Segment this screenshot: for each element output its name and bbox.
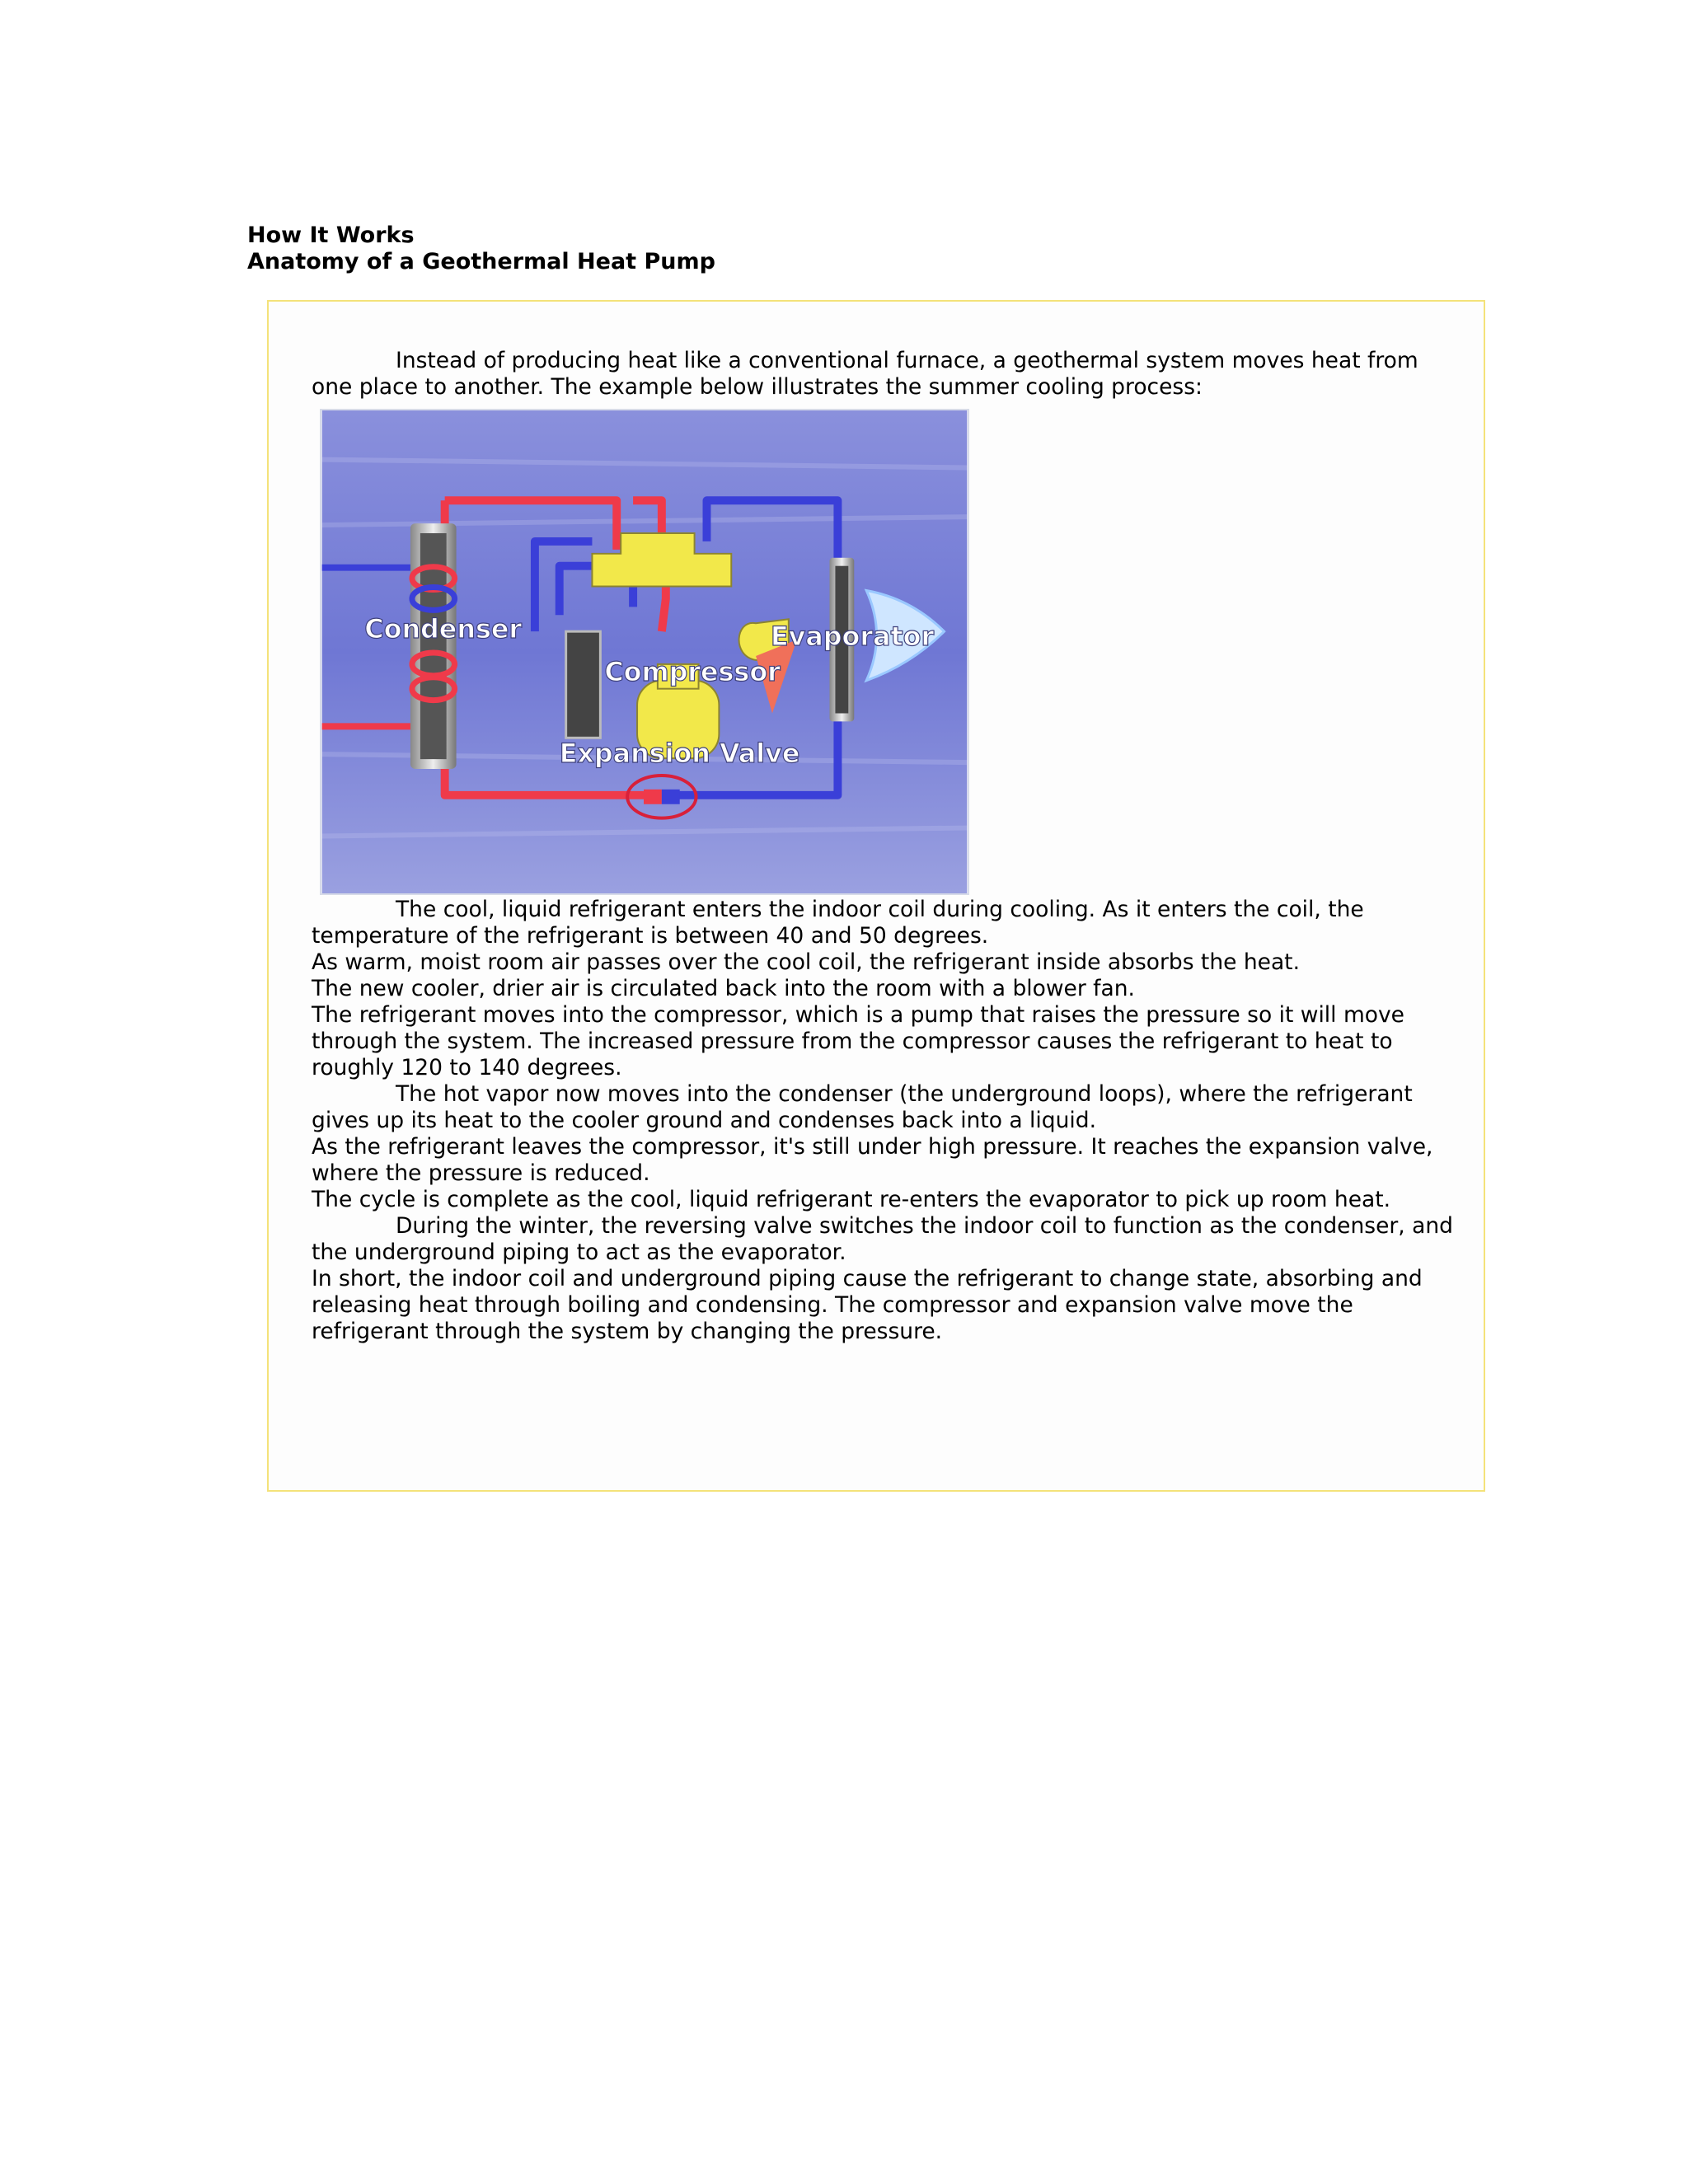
- page-title: How It Works: [247, 223, 415, 248]
- label-expansion-valve: Expansion Valve: [559, 739, 800, 770]
- label-evaporator: Evaporator: [770, 622, 935, 653]
- body-paragraph: As the refrigerant leaves the compressor, it's still under high pressure. It reaches the expansion valve, where the pressure is reduced.: [312, 1134, 1433, 1186]
- body-paragraph: The cool, liquid refrigerant enters the indoor coil during cooling. As it enters the coil, the temperature of the refrigerant is between 40 and 50 degrees.: [312, 897, 1364, 949]
- body-paragraph: In short, the indoor coil and underground piping cause the refrigerant to change state, absorbing and releasing heat through boiling and condensing. The compressor and expansion valve move the refrigerant through the system by changing the pressure.: [312, 1266, 1423, 1344]
- body-paragraph: The new cooler, drier air is circulated back into the room with a blower fan.: [312, 976, 1135, 1001]
- body-text: [312, 897, 1465, 1345]
- label-condenser: Condenser: [364, 615, 523, 645]
- condenser-unit: [410, 523, 457, 769]
- label-compressor: Compressor: [604, 657, 781, 687]
- diagram-svg: [321, 410, 968, 893]
- body-paragraph: The refrigerant moves into the compressor, which is a pump that raises the pressure so it will move through the system. The increased pressure from the compressor causes the refrigerant to heat to roughly 120 to 140 degrees.: [312, 1002, 1404, 1080]
- body-paragraph: The hot vapor now moves into the condenser (the underground loops), where the refrigerant gives up its heat to the cooler ground and condenses back into a liquid.: [312, 1081, 1413, 1133]
- body-paragraph: During the winter, the reversing valve switches the indoor coil to function as the condenser, and the underground piping to act as the evaporator.: [312, 1213, 1453, 1265]
- accumulator: [566, 631, 601, 738]
- intro-paragraph: Instead of producing heat like a conventional furnace, a geothermal system moves heat from one place to another. The example below illustrates the summer cooling process:: [312, 348, 1418, 400]
- body-paragraph: The cycle is complete as the cool, liquid refrigerant re-enters the evaporator to pick up room heat.: [312, 1187, 1391, 1212]
- page-subtitle: Anatomy of a Geothermal Heat Pump: [247, 249, 715, 274]
- intro-block: [312, 348, 1465, 401]
- content-panel: [267, 300, 1485, 1492]
- body-paragraph: As warm, moist room air passes over the cool coil, the refrigerant inside absorbs the heat.: [312, 949, 1300, 975]
- heat-pump-diagram: [320, 409, 969, 895]
